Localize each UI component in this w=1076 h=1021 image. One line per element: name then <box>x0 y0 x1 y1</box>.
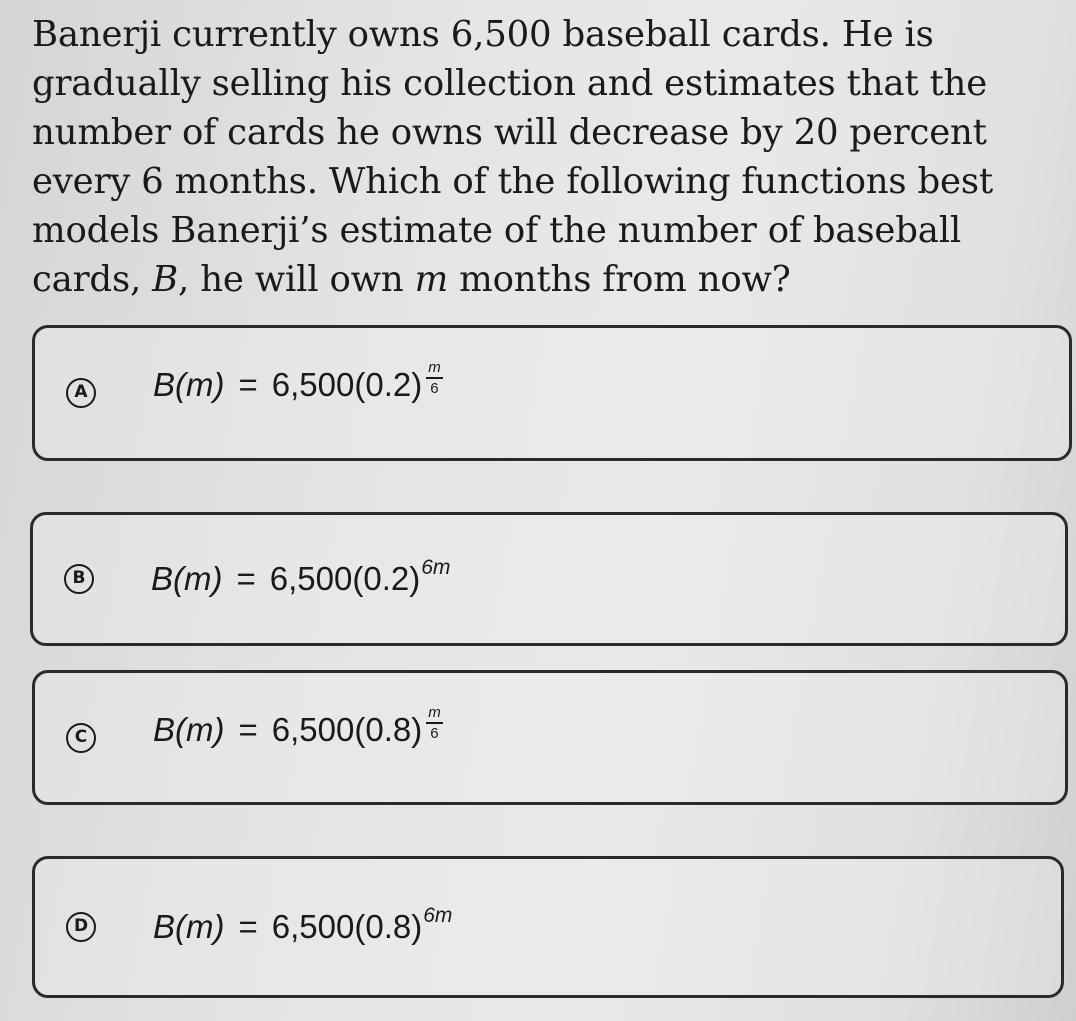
formula-lhs: B(m) <box>153 908 225 945</box>
exponent-numerator: m <box>426 705 443 724</box>
option-formula-c <box>153 703 443 765</box>
formula-lhs: B(m) <box>153 366 225 403</box>
question-part-2: , he will own <box>178 259 415 300</box>
answer-option-a[interactable] <box>32 325 1072 461</box>
formula-lhs: B(m) <box>153 710 225 748</box>
answer-option-c[interactable] <box>32 670 1068 805</box>
formula-equals: = <box>238 710 258 748</box>
formula-exponent-fraction <box>426 360 443 396</box>
option-letter-b: B <box>64 564 94 594</box>
exponent-numerator: m <box>426 360 443 379</box>
option-formula-a <box>153 359 443 420</box>
formula-exponent: 6m <box>423 904 453 927</box>
question-text <box>32 10 1052 304</box>
exponent-denominator: 6 <box>430 380 439 397</box>
formula-equals: = <box>238 366 258 403</box>
formula-base: 6,500(0.8) <box>271 710 423 748</box>
question-part-3: months from now? <box>448 259 791 300</box>
formula-exponent: 6m <box>421 556 451 579</box>
formula-equals: = <box>238 908 258 945</box>
option-formula-d <box>153 904 453 946</box>
answer-option-b[interactable] <box>30 512 1068 646</box>
formula-base: 6,500(0.2) <box>271 366 423 403</box>
formula-base: 6,500(0.8) <box>271 908 423 945</box>
exponent-denominator: 6 <box>430 724 439 742</box>
option-formula-b <box>151 556 451 598</box>
option-letter-d: D <box>66 912 96 942</box>
option-letter-a: A <box>66 378 96 408</box>
variable-m: m <box>414 259 449 300</box>
answer-option-d[interactable] <box>32 856 1064 998</box>
formula-base: 6,500(0.2) <box>269 560 421 597</box>
formula-exponent-fraction <box>426 705 443 741</box>
variable-b: B <box>152 259 179 300</box>
option-letter-c: C <box>66 723 96 753</box>
question-part-1: Banerji currently owns 6,500 baseball cards. He is gradually selling his collection and estimates that the number of cards he owns will decrease by 20 percent every 6 months. Which of the following functions best models Banerji’s estimate of the number of baseball cards, <box>32 14 993 300</box>
formula-lhs: B(m) <box>151 560 223 597</box>
formula-equals: = <box>236 560 256 597</box>
